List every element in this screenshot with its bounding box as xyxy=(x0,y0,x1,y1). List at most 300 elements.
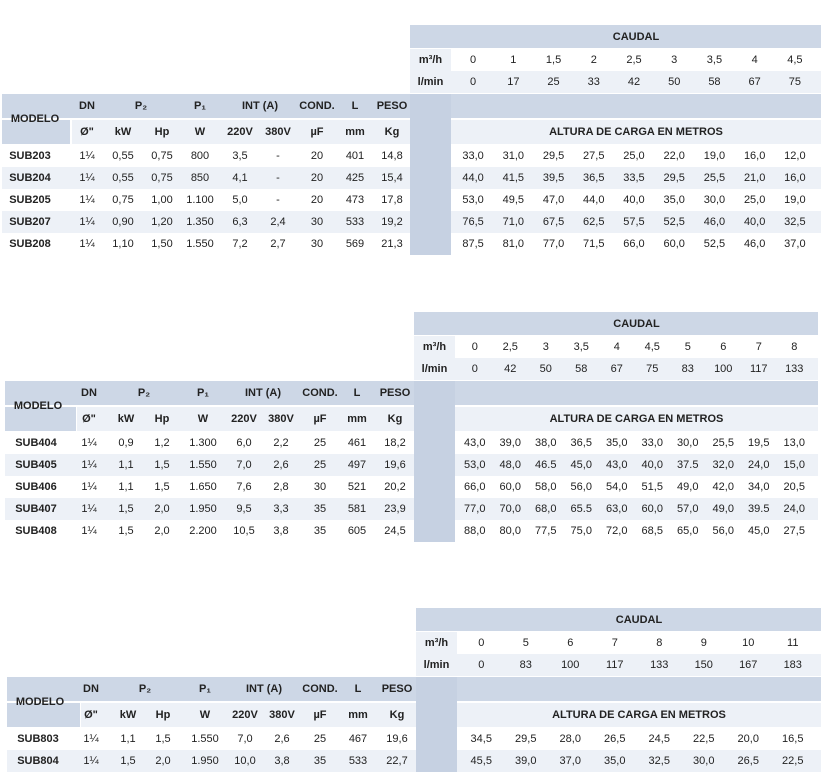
flow-m3h-value: 8 xyxy=(791,341,798,353)
spec-kw: 1,5 xyxy=(120,755,136,767)
head-value: 77,5 xyxy=(535,525,557,537)
unit-header: 220V xyxy=(231,413,257,425)
head-value: 43,0 xyxy=(464,437,486,449)
flow-m3h-value: 3 xyxy=(542,341,549,353)
spec-dn: 1¼ xyxy=(81,525,97,537)
spec-i220: 10,5 xyxy=(233,525,255,537)
spec-hp: 1,00 xyxy=(151,194,173,206)
gap-column xyxy=(416,677,457,772)
head-value: 16,0 xyxy=(784,172,806,184)
head-value: 24,0 xyxy=(783,503,805,515)
flow-lmin-value: 100 xyxy=(561,659,580,671)
spec-kw: 1,5 xyxy=(118,525,134,537)
flow-lmin-value: 0 xyxy=(471,363,478,375)
altura-title: ALTURA DE CARGA EN METROS xyxy=(549,413,724,425)
flow-m3h-value: 2 xyxy=(590,54,597,66)
spec-w: 1.550 xyxy=(189,459,217,471)
p1-header: P₁ xyxy=(199,683,211,695)
head-value: 30,0 xyxy=(703,194,726,206)
spec-i220: 7,0 xyxy=(237,733,253,745)
head-value: 87,5 xyxy=(462,238,484,250)
flow-lmin-value: 17 xyxy=(507,76,520,88)
flow-m3h-value: 0 xyxy=(471,341,478,353)
spec-cond: 35 xyxy=(313,525,327,537)
model-name: SUB204 xyxy=(9,172,51,184)
flow-lmin-value: 67 xyxy=(610,363,623,375)
model-name: SUB207 xyxy=(9,216,51,228)
head-value: 75,0 xyxy=(570,525,592,537)
spec-w: 800 xyxy=(190,150,210,162)
flow-lmin-value: 100 xyxy=(714,363,733,375)
head-value: 25,5 xyxy=(703,172,726,184)
head-value: 45,0 xyxy=(748,525,770,537)
head-value: 68,0 xyxy=(535,503,557,515)
spec-i380: 2,6 xyxy=(273,459,289,471)
flow-lmin-value: 42 xyxy=(627,76,641,88)
head-value: 39,5 xyxy=(542,172,565,184)
l-header: L xyxy=(354,683,362,695)
unit-header: Hp xyxy=(154,413,170,425)
head-value: 40,0 xyxy=(623,194,645,206)
unit-header: Kg xyxy=(384,126,400,138)
spec-w: 1.950 xyxy=(189,503,217,515)
head-value: 13,0 xyxy=(783,437,805,449)
head-value: 67,5 xyxy=(542,216,565,228)
int-header: INT (A) xyxy=(245,683,283,695)
spec-cond: 20 xyxy=(310,172,324,184)
spec-w: 1.650 xyxy=(189,481,217,493)
head-value: 53,0 xyxy=(462,194,484,206)
spec-l: 569 xyxy=(345,238,365,250)
flow-lmin-value: 117 xyxy=(749,363,768,375)
flow-m3h-value: 7 xyxy=(755,341,762,353)
spec-cond: 25 xyxy=(313,733,327,745)
head-value: 70,0 xyxy=(499,503,521,515)
head-value: 22,5 xyxy=(693,733,715,745)
head-value: 32,5 xyxy=(784,216,806,228)
head-value: 20,0 xyxy=(737,733,759,745)
spec-cond: 30 xyxy=(313,481,327,493)
spec-hp: 1,20 xyxy=(151,216,173,228)
flow-lmin-value: 117 xyxy=(605,659,624,671)
head-value: 45,0 xyxy=(570,459,592,471)
head-value: 60,0 xyxy=(499,481,521,493)
lmin-label: l/min xyxy=(421,363,448,375)
unit-header: 220V xyxy=(227,126,253,138)
flow-m3h-value: 11 xyxy=(787,637,799,649)
gap-column xyxy=(414,381,455,542)
spec-cond: 35 xyxy=(313,755,327,767)
spec-cond: 25 xyxy=(313,459,327,471)
spec-dn: 1¼ xyxy=(83,733,99,745)
head-value: 43,0 xyxy=(606,459,628,471)
flow-lmin-value: 150 xyxy=(694,659,713,671)
head-value: 37.5 xyxy=(677,459,699,471)
spec-hp: 1,5 xyxy=(155,733,171,745)
spec-i380: - xyxy=(276,150,280,162)
spec-w: 1.550 xyxy=(186,238,214,250)
flow-m3h-value: 7 xyxy=(611,637,618,649)
flow-m3h-value: 5 xyxy=(684,341,691,353)
p2-header: P₂ xyxy=(137,387,151,399)
head-value: 15,0 xyxy=(783,459,805,471)
spec-dn: 1¼ xyxy=(83,755,99,767)
dn-header: DN xyxy=(81,387,97,399)
spec-l: 401 xyxy=(345,150,365,162)
flow-m3h-value: 9 xyxy=(700,637,707,649)
flow-m3h-value: 4 xyxy=(613,341,620,353)
spec-hp: 2,0 xyxy=(154,525,170,537)
head-value: 49,5 xyxy=(502,194,525,206)
spec-i380: - xyxy=(276,194,280,206)
head-value: 26,5 xyxy=(737,755,759,767)
spec-hp: 2,0 xyxy=(154,503,170,515)
m3h-label: m³/h xyxy=(422,341,447,353)
flow-lmin-value: 167 xyxy=(739,659,758,671)
model-name: SUB404 xyxy=(15,437,57,449)
peso-header: PESO xyxy=(381,683,413,695)
flow-m3h-value: 3,5 xyxy=(573,341,589,353)
unit-header: kW xyxy=(114,126,132,138)
spec-l: 581 xyxy=(347,503,367,515)
flow-m3h-value: 6 xyxy=(720,341,727,353)
head-value: 22,0 xyxy=(663,150,685,162)
spec-w: 1.300 xyxy=(189,437,217,449)
spec-peso: 20,2 xyxy=(384,481,406,493)
unit-header: mm xyxy=(345,126,365,138)
flow-lmin-value: 50 xyxy=(668,76,681,88)
spec-peso: 17,8 xyxy=(381,194,403,206)
spec-w: 1.950 xyxy=(191,755,219,767)
model-name: SUB405 xyxy=(15,459,57,471)
head-value: 44,0 xyxy=(583,194,605,206)
head-value: 49,0 xyxy=(712,503,734,515)
modelo-header: MODELO xyxy=(10,112,60,125)
head-value: 25,0 xyxy=(623,150,645,162)
head-value: 57,5 xyxy=(623,216,645,228)
modelo-header: MODELO xyxy=(13,399,63,412)
unit-header: Ø" xyxy=(84,709,98,721)
spec-dn: 1¼ xyxy=(81,437,97,449)
head-value: 39,0 xyxy=(515,755,537,767)
head-value: 19,5 xyxy=(748,437,770,449)
head-value: 29,5 xyxy=(663,172,685,184)
unit-header: mm xyxy=(347,413,367,425)
unit-header: 380V xyxy=(268,413,294,425)
model-name: SUB804 xyxy=(17,755,59,767)
unit-header: 380V xyxy=(265,126,291,138)
flow-lmin-value: 75 xyxy=(646,363,659,375)
spec-w: 1.100 xyxy=(186,194,214,206)
spec-dn: 1¼ xyxy=(79,172,95,184)
head-value: 19,0 xyxy=(703,150,726,162)
model-name: SUB203 xyxy=(9,150,51,162)
spec-dn: 1¼ xyxy=(79,194,95,206)
spec-w: 850 xyxy=(190,172,210,184)
spec-dn: 1¼ xyxy=(81,481,97,493)
right-header-band xyxy=(455,381,818,405)
head-value: 32,5 xyxy=(648,755,670,767)
head-value: 34,5 xyxy=(470,733,492,745)
flow-lmin-value: 42 xyxy=(504,363,517,375)
head-value: 77,0 xyxy=(542,238,565,250)
head-value: 52,5 xyxy=(663,216,685,228)
head-value: 16,0 xyxy=(743,150,766,162)
spec-kw: 0,55 xyxy=(112,150,134,162)
flow-m3h-value: 4,5 xyxy=(644,341,660,353)
spec-i380: 2,8 xyxy=(273,481,289,493)
m3h-label: m³/h xyxy=(418,54,443,66)
spec-l: 533 xyxy=(345,216,365,228)
model-name: SUB406 xyxy=(15,481,57,493)
head-value: 40,0 xyxy=(641,459,663,471)
head-value: 30,0 xyxy=(693,755,715,767)
spec-i380: 3,8 xyxy=(273,525,289,537)
head-value: 33,5 xyxy=(623,172,645,184)
spec-w: 1.550 xyxy=(191,733,219,745)
unit-header: mm xyxy=(348,709,368,721)
p1-header: P₁ xyxy=(194,100,206,112)
spec-dn: 1¼ xyxy=(79,150,95,162)
spec-i220: 7,6 xyxy=(236,481,252,493)
head-value: 24,5 xyxy=(648,733,670,745)
unit-header: Ø" xyxy=(80,126,94,138)
head-value: 29,5 xyxy=(542,150,565,162)
head-value: 36,5 xyxy=(570,437,592,449)
unit-header: µF xyxy=(310,126,324,138)
spec-kw: 0,9 xyxy=(118,437,134,449)
spec-kw: 1,5 xyxy=(118,503,134,515)
spec-hp: 1,5 xyxy=(154,481,170,493)
head-value: 46,0 xyxy=(743,238,766,250)
head-value: 39,0 xyxy=(499,437,521,449)
spec-i380: 2,7 xyxy=(270,238,286,250)
head-value: 60,0 xyxy=(641,503,663,515)
spec-kw: 1,1 xyxy=(118,459,134,471)
spec-cond: 20 xyxy=(310,150,324,162)
spec-cond: 30 xyxy=(310,216,324,228)
caudal-title: CAUDAL xyxy=(615,613,663,626)
spec-i220: 5,0 xyxy=(232,194,248,206)
altura-title: ALTURA DE CARGA EN METROS xyxy=(552,709,726,721)
unit-header: W xyxy=(199,709,211,721)
dn-header: DN xyxy=(83,683,99,695)
spec-cond: 25 xyxy=(313,437,327,449)
spec-peso: 22,7 xyxy=(386,755,408,767)
model-name: SUB803 xyxy=(17,733,59,745)
head-value: 38,0 xyxy=(535,437,557,449)
flow-lmin-value: 67 xyxy=(748,76,761,88)
unit-header: Hp xyxy=(154,126,170,138)
flow-lmin-value: 0 xyxy=(470,76,477,88)
flow-m3h-value: 4,5 xyxy=(787,54,803,66)
head-value: 35,0 xyxy=(606,437,628,449)
spec-i380: 2,6 xyxy=(274,733,290,745)
spec-l: 521 xyxy=(347,481,367,493)
spec-dn: 1¼ xyxy=(79,238,95,250)
flow-lmin-value: 83 xyxy=(681,363,694,375)
head-value: 71,0 xyxy=(502,216,525,228)
model-name: SUB205 xyxy=(9,194,51,206)
head-value: 53,0 xyxy=(464,459,486,471)
head-value: 12,0 xyxy=(784,150,806,162)
unit-header: µF xyxy=(313,709,327,721)
spec-dn: 1¼ xyxy=(81,459,97,471)
gap-column xyxy=(410,94,451,255)
head-value: 44,0 xyxy=(462,172,484,184)
spec-kw: 1,10 xyxy=(112,238,134,250)
spec-i380: 3,8 xyxy=(274,755,290,767)
head-value: 49,0 xyxy=(677,481,699,493)
head-value: 46,0 xyxy=(703,216,726,228)
spec-kw: 1,1 xyxy=(120,733,136,745)
l-header: L xyxy=(351,100,359,112)
spec-peso: 19,2 xyxy=(381,216,403,228)
flow-lmin-value: 58 xyxy=(708,76,721,88)
spec-dn: 1¼ xyxy=(79,216,95,228)
peso-header: PESO xyxy=(376,100,408,112)
model-name: SUB208 xyxy=(9,238,51,250)
flow-m3h-value: 3 xyxy=(671,54,678,66)
spec-cond: 35 xyxy=(313,503,327,515)
head-value: 25,5 xyxy=(712,437,734,449)
spec-w: 2.200 xyxy=(189,525,217,537)
spec-w: 1.350 xyxy=(186,216,214,228)
flow-m3h-value: 0 xyxy=(478,637,485,649)
flow-lmin-value: 0 xyxy=(478,659,485,671)
spec-i220: 10,0 xyxy=(234,755,256,767)
spec-l: 533 xyxy=(348,755,368,767)
flow-m3h-value: 3,5 xyxy=(706,54,723,66)
spec-kw: 1,1 xyxy=(118,481,134,493)
int-header: INT (A) xyxy=(244,387,282,399)
int-header: INT (A) xyxy=(241,100,279,112)
unit-header: W xyxy=(197,413,209,425)
flow-lmin-value: 133 xyxy=(650,659,669,671)
head-value: 76,5 xyxy=(462,216,484,228)
caudal-title: CAUDAL xyxy=(613,317,660,330)
unit-header: W xyxy=(194,126,206,138)
flow-m3h-value: 2,5 xyxy=(502,341,518,353)
head-value: 56,0 xyxy=(712,525,734,537)
caudal-title: CAUDAL xyxy=(612,30,660,43)
spec-peso: 15,4 xyxy=(381,172,403,184)
head-value: 20,5 xyxy=(783,481,805,493)
head-value: 46.5 xyxy=(535,459,557,471)
spec-hp: 2,0 xyxy=(155,755,171,767)
head-value: 58,0 xyxy=(535,481,557,493)
cond-header: COND. xyxy=(302,387,338,399)
head-value: 62,5 xyxy=(583,216,605,228)
head-value: 60,0 xyxy=(663,238,685,250)
head-value: 68,5 xyxy=(641,525,663,537)
head-value: 34,0 xyxy=(748,481,770,493)
head-value: 42,0 xyxy=(712,481,734,493)
spec-i220: 9,5 xyxy=(236,503,252,515)
l-header: L xyxy=(353,387,361,399)
right-header-band xyxy=(457,677,821,701)
head-value: 41,5 xyxy=(502,172,525,184)
flow-lmin-value: 25 xyxy=(547,76,560,88)
spec-i220: 3,5 xyxy=(232,150,248,162)
flow-m3h-value: 1 xyxy=(510,54,517,66)
spec-l: 461 xyxy=(347,437,367,449)
flow-m3h-value: 0 xyxy=(470,54,477,66)
p2-header: P₂ xyxy=(134,100,148,112)
head-value: 54,0 xyxy=(606,481,628,493)
flow-m3h-value: 1,5 xyxy=(545,54,562,66)
head-value: 26,5 xyxy=(604,733,626,745)
head-value: 77,0 xyxy=(464,503,486,515)
unit-header: kW xyxy=(117,413,135,425)
p2-header: P₂ xyxy=(138,683,152,695)
head-value: 27,5 xyxy=(583,150,605,162)
unit-header: 220V xyxy=(232,709,258,721)
spec-l: 473 xyxy=(345,194,365,206)
flow-lmin-value: 83 xyxy=(519,659,532,671)
spec-i220: 7,2 xyxy=(232,238,248,250)
flow-lmin-value: 183 xyxy=(783,659,802,671)
head-value: 72,0 xyxy=(606,525,628,537)
cond-header: COND. xyxy=(299,100,335,112)
spec-l: 425 xyxy=(345,172,365,184)
head-value: 63,0 xyxy=(606,503,628,515)
head-value: 25,0 xyxy=(743,194,766,206)
spec-l: 467 xyxy=(348,733,368,745)
spec-kw: 0,55 xyxy=(112,172,134,184)
head-value: 40,0 xyxy=(743,216,766,228)
head-value: 71,5 xyxy=(583,238,605,250)
spec-peso: 18,2 xyxy=(384,437,406,449)
lmin-label: l/min xyxy=(423,659,450,671)
peso-header: PESO xyxy=(379,387,411,399)
head-value: 52,5 xyxy=(703,238,726,250)
cond-header: COND. xyxy=(302,683,338,695)
spec-i380: - xyxy=(276,172,280,184)
head-value: 29,5 xyxy=(515,733,537,745)
head-value: 66,0 xyxy=(623,238,645,250)
spec-l: 497 xyxy=(347,459,367,471)
flow-m3h-value: 5 xyxy=(522,637,529,649)
head-value: 19,0 xyxy=(784,194,806,206)
unit-header: kW xyxy=(119,709,137,721)
head-value: 57,0 xyxy=(677,503,699,515)
head-value: 33,0 xyxy=(641,437,663,449)
head-value: 33,0 xyxy=(462,150,484,162)
head-value: 30,0 xyxy=(677,437,699,449)
flow-lmin-value: 50 xyxy=(539,363,552,375)
head-value: 37,0 xyxy=(784,238,806,250)
unit-header: Ø" xyxy=(82,413,96,425)
right-header-band xyxy=(451,94,821,118)
head-value: 80,0 xyxy=(499,525,521,537)
spec-i220: 6,0 xyxy=(236,437,252,449)
spec-cond: 30 xyxy=(310,238,324,250)
spec-dn: 1¼ xyxy=(81,503,97,515)
head-value: 51,5 xyxy=(641,481,663,493)
flow-lmin-value: 75 xyxy=(788,76,801,88)
p1-header: P₁ xyxy=(197,387,209,399)
head-value: 22,5 xyxy=(782,755,804,767)
head-value: 35,0 xyxy=(604,755,626,767)
m3h-label: m³/h xyxy=(424,637,449,649)
flow-m3h-value: 8 xyxy=(656,637,663,649)
head-value: 28,0 xyxy=(559,733,581,745)
unit-header: 380V xyxy=(269,709,295,721)
spec-peso: 21,3 xyxy=(381,238,403,250)
unit-header: Hp xyxy=(155,709,171,721)
flow-lmin-value: 133 xyxy=(785,363,804,375)
